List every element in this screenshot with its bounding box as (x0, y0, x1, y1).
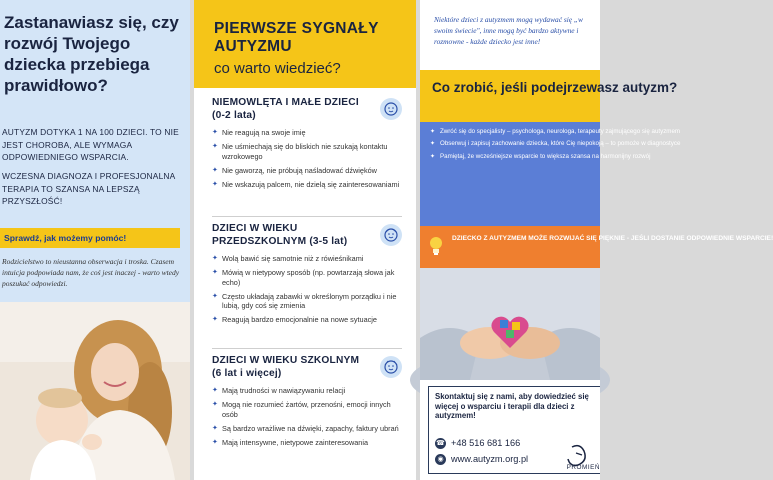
list-item: ✦ Zwróć się do specjalisty – psychologa, neurologa, terapeuty zajmującego się autyzmem (430, 128, 598, 136)
left-title: Zastanawiasz się, czy rozwój Twojego dziecka przebiega prawidłowo? (4, 13, 179, 95)
list-item: ✦ Mówią w nietypowy sposób (np. powtarzają słowa jak echo) (212, 268, 402, 287)
callout-text: DZIECKO Z AUTYZMEM MOŻE ROZWIJAĆ SIĘ PIĘKNIE - JEŚLI DOSTANIE ODPOWIEDNIE WSPARCIE! (452, 235, 773, 242)
contact-box (428, 386, 600, 474)
every-child-quote: Niektóre dzieci z autyzmem mogą wydawać się „w swoim świecie", inne mogą być bardzo aktywne i rozmowne - każde dziecko jest inne! (434, 15, 583, 46)
signals-header (194, 0, 416, 88)
contact-panel (420, 380, 600, 480)
infants-list (212, 128, 402, 194)
infants-title: NIEMOWLĘTA I MAŁE DZIECI (0-2 lata) (212, 97, 359, 121)
contact-title: Skontaktuj się z nami, aby dowiedzieć się więcej o wsparciu i terapii dla dzieci z autyzmem! (435, 392, 589, 421)
list-item: ✦ Nie uśmiechają się do bliskich nie szukają kontaktu wzrokowego (212, 142, 402, 161)
website-link[interactable]: www.autyzm.org.pl (451, 454, 529, 464)
section-divider (212, 348, 402, 349)
school-list (212, 386, 402, 452)
help-banner: Sprawdź, jak możemy pomóc! (0, 228, 180, 248)
list-item: ✦ Mają intensywne, nietypowe zainteresowania (212, 438, 402, 448)
steps-panel (420, 122, 681, 226)
diagnosis-text: WCZESNA DIAGNOZA I PROFESJONALNA TERAPIA TO SZANSA NA LEPSZĄ PRZYSZŁOŚĆ! (2, 171, 175, 206)
what-to-do-title: Co zrobić, jeśli podejrzewasz autyzm? (432, 80, 678, 95)
list-item: ✦ Obserwuj i zapisuj zachowanie dziecka, które Cię niepokoją – to pomoże w diagnostyce (430, 140, 598, 148)
schoolchild-icon (380, 356, 402, 378)
left-panel (0, 0, 190, 480)
list-item: ✦ Wolą bawić się samotnie niż z rówieśnikami (212, 254, 402, 264)
preschool-list (212, 254, 402, 329)
baby-icon (380, 98, 402, 120)
preschool-title: DZIECI W WIEKU PRZEDSZKOLNYM (3-5 lat) (212, 223, 348, 247)
child-icon (380, 224, 402, 246)
signals-subtitle: co warto wiedzieć? (214, 60, 341, 77)
hands-heart-photo (420, 268, 600, 380)
phone-number[interactable]: +48 516 681 166 (451, 438, 521, 448)
signals-title (214, 20, 379, 56)
list-item: ✦ Reagują bardzo emocjonalnie na nowe sytuacje (212, 315, 402, 325)
steps-list (430, 128, 681, 165)
lightbulb-icon (428, 236, 444, 256)
section-divider (212, 216, 402, 217)
logo-text: PROMIEŃ (566, 464, 600, 471)
list-item: ✦ Mogą nie rozumieć żartów, przenośni, emocji innych osób (212, 400, 402, 419)
list-item: ✦ Nie reagują na swoje imię (212, 128, 402, 138)
middle-panel (194, 0, 416, 480)
parenting-quote: Rodzicielstwo to nieustanna obserwacja i troska. Czasem intuicja podpowiada nam, że coś jest inaczej - warto wtedy poszukać odpowiedzi. (2, 257, 180, 288)
phone-row[interactable] (435, 437, 520, 449)
callout-panel (420, 226, 773, 268)
list-item: ✦ Często układają zabawki w określonym porządku i nie lubią, gdy coś się zmienia (212, 292, 402, 311)
phone-icon: ☎ (436, 439, 445, 447)
signals-title-line1: PIERWSZE SYGNAŁY (214, 20, 379, 37)
list-item: ✦ Są bardzo wrażliwe na dźwięki, zapachy, faktury ubrań (212, 424, 402, 434)
globe-icon: ◉ (435, 454, 446, 465)
what-to-do-header (420, 70, 678, 122)
website-row[interactable] (435, 453, 528, 465)
list-item: ✦ Pamiętaj, że wcześniejsze wsparcie to większa szansa na harmonijny rozwój (430, 153, 598, 161)
list-item: ✦ Nie gaworzą, nie próbują naśladować dźwięków (212, 166, 402, 176)
school-title: DZIECI W WIEKU SZKOLNYM (6 lat i więcej) (212, 355, 360, 379)
autism-statistic: AUTYZM DOTYKA 1 NA 100 DZIECI. TO NIE JEST CHOROBA, ALE WYMAGA ODPOWIEDNIEGO WSPARCIA. (2, 127, 179, 162)
mother-child-photo (0, 302, 190, 480)
list-item: ✦ Mają trudności w nawiązywaniu relacji (212, 386, 402, 396)
right-panel (420, 0, 773, 480)
list-item: ✦ Nie wskazują palcem, nie dzielą się zainteresowaniami (212, 180, 402, 190)
signals-title-line2: AUTYZMU (214, 38, 292, 55)
